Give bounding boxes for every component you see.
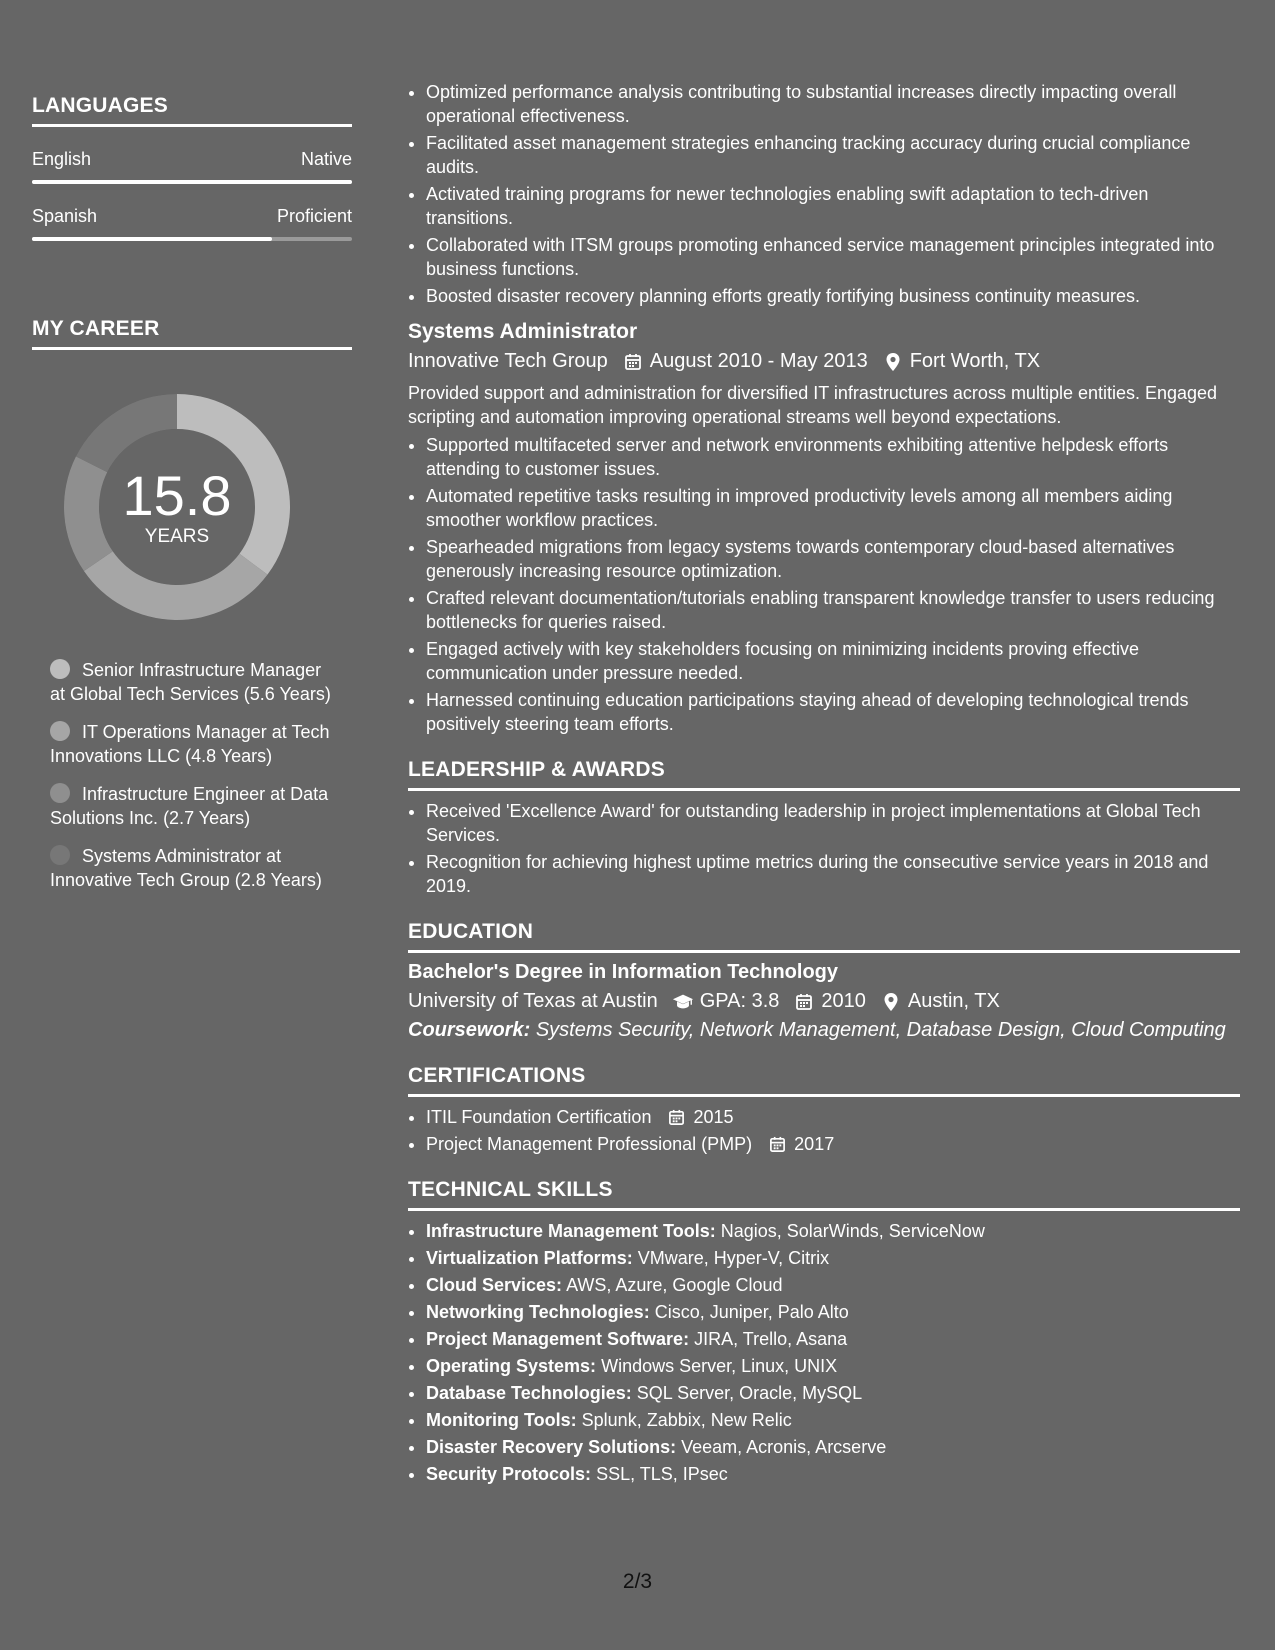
legend-label: IT Operations Manager at Tech Innovations LLC (4.8 Years) <box>50 722 330 766</box>
calendar-icon <box>793 991 815 1013</box>
skill-values: Splunk, Zabbix, New Relic <box>581 1410 792 1430</box>
skill-category: Security Protocols: <box>426 1464 592 1484</box>
skill-category: Cloud Services: <box>426 1275 563 1295</box>
bullet-item: • Facilitated asset management strategies enhancing tracking accuracy during crucial compliance audits. <box>426 131 1240 179</box>
legend-item <box>50 782 340 830</box>
language-proficiency-fill <box>32 180 352 184</box>
skill-item <box>426 1408 1240 1432</box>
graduation-cap-icon <box>672 991 694 1013</box>
bullet-item: • Crafted relevant documentation/tutorials enabling transparent knowledge transfer to users reducing bottlenecks for queries raised. <box>426 586 1240 634</box>
language-level: Native <box>300 149 352 169</box>
bullet-item: • Boosted disaster recovery planning efforts greatly fortifying business continuity measures. <box>426 284 1240 308</box>
calendar-icon <box>767 1135 787 1155</box>
language-item <box>32 206 352 241</box>
bullet-item: • Automated repetitive tasks resulting in improved productivity levels among all members aiding smoother workflow practices. <box>426 484 1240 532</box>
award-item: • Recognition for achieving highest uptime metrics during the consecutive service years in 2018 and 2019. <box>426 850 1240 898</box>
job-bullets <box>408 433 1240 736</box>
legend-dot <box>50 845 70 865</box>
skill-category: Infrastructure Management Tools: <box>426 1221 716 1241</box>
page-number: 2/3 <box>622 1570 653 1593</box>
language-name: Spanish <box>32 206 98 226</box>
language-level: Proficient <box>276 206 352 226</box>
skill-values: SSL, TLS, IPsec <box>596 1464 728 1484</box>
language-item <box>32 149 352 184</box>
skill-values: AWS, Azure, Google Cloud <box>566 1275 783 1295</box>
career-section <box>32 317 352 892</box>
bullet-item: • Spearheaded migrations from legacy systems towards contemporary cloud-based alternatives generously increasing resource optimization. <box>426 535 1240 583</box>
skill-item <box>426 1462 1240 1486</box>
calendar-icon <box>666 1108 686 1128</box>
legend-dot <box>50 659 70 679</box>
bullet-item: • Activated training programs for newer technologies enabling swift adaptation to tech-driven transitions. <box>426 182 1240 230</box>
skill-values: Windows Server, Linux, UNIX <box>601 1356 838 1376</box>
coursework-label: Coursework: <box>408 1019 531 1041</box>
previous-job-bullets <box>408 80 1240 308</box>
certification-name: Project Management Professional (PMP) <box>426 1134 753 1154</box>
legend-label: Systems Administrator at Innovative Tech Group (2.8 Years) <box>50 846 322 890</box>
skill-category: Networking Technologies: <box>426 1302 650 1322</box>
job-summary: Provided support and administration for diversified IT infrastructures across multiple entities. Engaged scripting and automation improving operational streams well beyond expectations. <box>408 383 1218 427</box>
leadership-title: LEADERSHIP & AWARDS <box>408 758 1240 791</box>
skill-category: Database Technologies: <box>426 1383 632 1403</box>
education-year: 2010 <box>821 990 866 1012</box>
location-pin-icon <box>882 351 904 373</box>
legend-dot <box>50 783 70 803</box>
certification-item <box>426 1132 1240 1156</box>
education-school: University of Texas at Austin <box>408 990 658 1012</box>
certification-name: ITIL Foundation Certification <box>426 1107 652 1127</box>
skills-title: TECHNICAL SKILLS <box>408 1178 1240 1211</box>
bullet-item: • Harnessed continuing education participations staying ahead of developing technological trends positively steering team efforts. <box>426 688 1240 736</box>
location-pin-icon <box>880 991 902 1013</box>
language-name: English <box>32 149 92 169</box>
education-coursework <box>408 1019 1240 1042</box>
bullet-item: • Collaborated with ITSM groups promoting enhanced service management principles integrated into business functions. <box>426 233 1240 281</box>
leadership-list <box>408 799 1240 898</box>
skill-values: JIRA, Trello, Asana <box>694 1329 848 1349</box>
job-company: Innovative Tech Group <box>408 350 608 372</box>
legend-item <box>50 720 340 768</box>
skill-item <box>426 1273 1240 1297</box>
skill-values: Nagios, SolarWinds, ServiceNow <box>720 1221 985 1241</box>
skill-values: Cisco, Juniper, Palo Alto <box>654 1302 849 1322</box>
award-item: • Received 'Excellence Award' for outstanding leadership in project implementations at Global Tech Services. <box>426 799 1240 847</box>
sidebar <box>32 94 352 906</box>
skill-item <box>426 1246 1240 1270</box>
languages-section <box>32 94 352 241</box>
skill-values: SQL Server, Oracle, MySQL <box>636 1383 863 1403</box>
skill-category: Virtualization Platforms: <box>426 1248 633 1268</box>
career-total-unit: YEARS <box>144 526 210 547</box>
skill-values: VMware, Hyper-V, Citrix <box>637 1248 830 1268</box>
certification-year: 2017 <box>794 1134 835 1154</box>
education-section <box>408 920 1240 1042</box>
certifications-title: CERTIFICATIONS <box>408 1064 1240 1097</box>
legend-label: Infrastructure Engineer at Data Solutions Inc. (2.7 Years) <box>50 784 329 828</box>
career-donut-chart <box>62 392 292 622</box>
education-meta <box>408 990 1240 1013</box>
certifications-list <box>408 1105 1240 1156</box>
job-title: Systems Administrator <box>408 320 638 343</box>
job-location: Fort Worth, TX <box>909 350 1041 372</box>
career-total-years: 15.8 <box>122 464 232 527</box>
skills-list <box>408 1219 1240 1486</box>
skill-item <box>426 1381 1240 1405</box>
calendar-icon <box>622 351 644 373</box>
skill-item <box>426 1354 1240 1378</box>
career-legend <box>50 658 340 892</box>
education-gpa: GPA: 3.8 <box>699 990 780 1012</box>
skill-values: Veeam, Acronis, Arcserve <box>681 1437 887 1457</box>
job-dates: August 2010 - May 2013 <box>649 350 868 372</box>
skill-item <box>426 1300 1240 1324</box>
main-column <box>408 80 1240 1489</box>
donut-center <box>62 392 292 622</box>
language-proficiency-bar <box>32 237 352 241</box>
legend-item <box>50 844 340 892</box>
education-location: Austin, TX <box>907 990 1000 1012</box>
career-title: MY CAREER <box>32 317 352 350</box>
bullet-item: • Supported multifaceted server and network environments exhibiting attentive helpdesk efforts attending to customer issues. <box>426 433 1240 481</box>
legend-dot <box>50 721 70 741</box>
skill-category: Project Management Software: <box>426 1329 690 1349</box>
leadership-section <box>408 758 1240 898</box>
certifications-section <box>408 1064 1240 1156</box>
bullet-item: • Optimized performance analysis contributing to substantial increases directly impacting overall operational effectiveness. <box>426 80 1240 128</box>
legend-label: Senior Infrastructure Manager at Global Tech Services (5.6 Years) <box>50 660 331 704</box>
skill-item <box>426 1219 1240 1243</box>
skill-category: Disaster Recovery Solutions: <box>426 1437 677 1457</box>
language-proficiency-bar <box>32 180 352 184</box>
skill-item <box>426 1327 1240 1351</box>
education-title: EDUCATION <box>408 920 1240 953</box>
education-degree: Bachelor's Degree in Information Technology <box>408 961 839 983</box>
languages-title: LANGUAGES <box>32 94 352 127</box>
coursework-list: Systems Security, Network Management, Database Design, Cloud Computing <box>535 1019 1226 1041</box>
skill-category: Operating Systems: <box>426 1356 597 1376</box>
legend-item <box>50 658 340 706</box>
skills-section <box>408 1178 1240 1486</box>
job-entry <box>408 320 1240 736</box>
certification-year: 2015 <box>693 1107 734 1127</box>
skill-item <box>426 1435 1240 1459</box>
skill-category: Monitoring Tools: <box>426 1410 577 1430</box>
bullet-item: • Engaged actively with key stakeholders focusing on minimizing incidents proving effective communication under pressure needed. <box>426 637 1240 685</box>
certification-item <box>426 1105 1240 1129</box>
language-proficiency-fill <box>32 237 272 241</box>
job-meta <box>408 350 1240 373</box>
